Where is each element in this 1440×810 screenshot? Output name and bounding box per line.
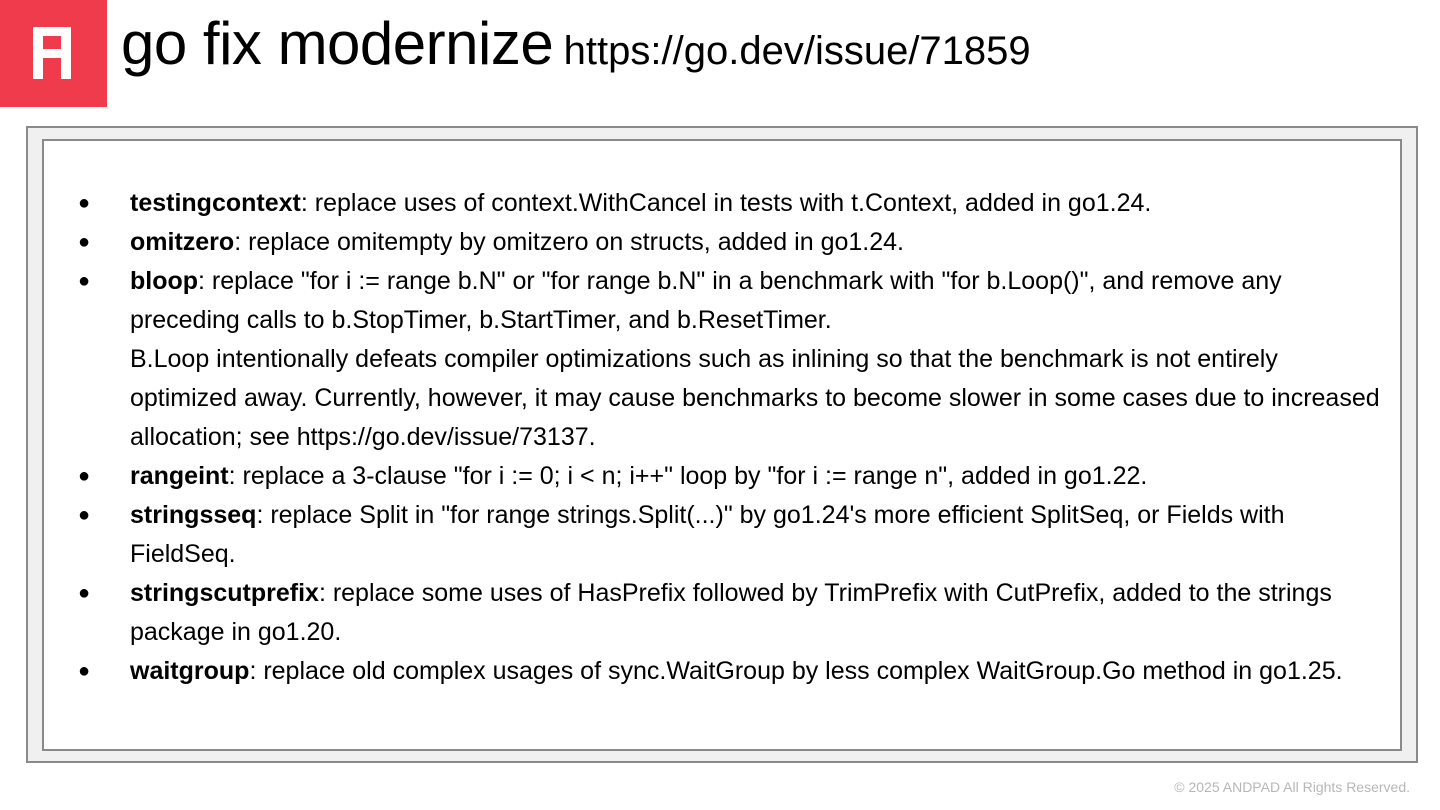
list-item-bloop: [44, 262, 1400, 457]
bullet-icon: ●: [78, 504, 91, 526]
bullet-icon: ●: [78, 231, 91, 253]
content-frame-outer: [26, 126, 1418, 763]
list-item-testingcontext: [44, 184, 1400, 223]
content-frame-inner: [42, 139, 1402, 751]
item-term: omitzero: [130, 228, 235, 256]
item-text: : replace omitempty by omitzero on structs, added in go1.24.: [234, 228, 904, 256]
list-item-stringscutprefix: [44, 574, 1400, 652]
item-term: stringscutprefix: [130, 579, 319, 607]
title-main: go fix modernize: [121, 10, 554, 77]
item-text: : replace a 3-clause "for i := 0; i < n; i++" loop by "for i := range n", added in go1.22.: [228, 462, 1148, 490]
list-item-rangeint: [44, 457, 1400, 496]
andpad-logo-icon: [0, 0, 107, 107]
item-term: waitgroup: [130, 657, 250, 685]
list-item-waitgroup: [44, 652, 1400, 691]
item-text: : replace uses of context.WithCancel in tests with t.Context, added in go1.24.: [300, 189, 1152, 217]
item-note: B.Loop intentionally defeats compiler optimizations such as inlining so that the benchmark is not entirely optimized away. Currently, however, it may cause benchmarks to become slower in some cases due to increased allocation; see https://go.dev/issue/73137.: [130, 345, 1380, 451]
bullet-icon: ●: [78, 192, 91, 214]
item-term: bloop: [130, 267, 199, 295]
item-text: : replace Split in "for range strings.Split(...)" by go1.24's more efficient SplitSeq, or Fields with FieldSeq.: [130, 501, 1285, 568]
analyzer-list: [44, 184, 1400, 691]
page-title: [121, 10, 1031, 94]
bullet-icon: ●: [78, 582, 91, 604]
bullet-icon: ●: [78, 660, 91, 682]
bullet-icon: ●: [78, 465, 91, 487]
copyright-footer: © 2025 ANDPAD All Rights Reserved.: [1174, 779, 1410, 795]
list-item-omitzero: [44, 223, 1400, 262]
title-issue-link[interactable]: https://go.dev/issue/71859: [563, 29, 1031, 73]
bullet-icon: ●: [78, 270, 91, 292]
item-text: : replace "for i := range b.N" or "for range b.N" in a benchmark with "for b.Loop()", and remove any preceding calls to b.StopTimer, b.StartTimer, and b.ResetTimer.: [130, 267, 1282, 334]
item-term: testingcontext: [130, 189, 301, 217]
item-term: stringsseq: [130, 501, 257, 529]
andpad-logo: [0, 0, 107, 107]
item-term: rangeint: [130, 462, 229, 490]
item-text: : replace some uses of HasPrefix followed by TrimPrefix with CutPrefix, added to the strings package in go1.20.: [130, 579, 1332, 646]
item-text: : replace old complex usages of sync.WaitGroup by less complex WaitGroup.Go method in go1.25.: [249, 657, 1343, 685]
list-item-stringsseq: [44, 496, 1400, 574]
